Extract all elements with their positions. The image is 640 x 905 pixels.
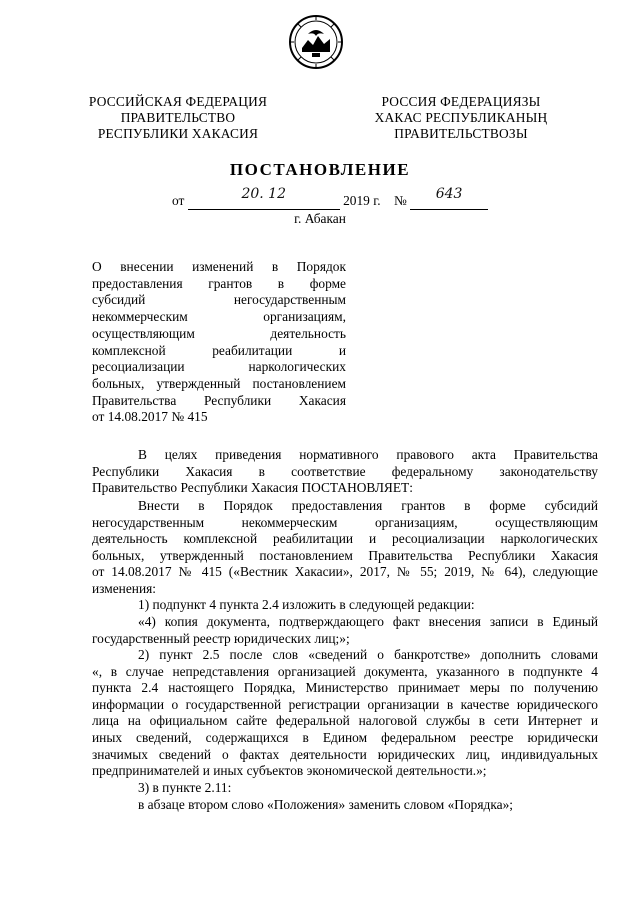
paragraph-item-3-text [92,797,598,814]
text-line: иных сведений, содержащихся в Едином федеральном реестре юридически [92,729,598,745]
handwritten-date: 20. 12 [241,186,286,202]
date-number-line [172,186,488,210]
subject-line: предоставления грантов в форме [92,275,346,291]
text-line: Республики Хакасия в соответствие федеральному законодательству [92,463,598,479]
text-line: 2) пункт 2.5 после слов «сведений о банкротстве» дополнить словами [138,647,598,662]
text-line: «, в случае непредставления организацией документа, указанного в подпункте 4 [92,663,598,679]
from-label: от [172,193,185,208]
subject-line: от 14.08.2017 № 415 [92,409,208,425]
text-line: 1) подпункт 4 пункта 2.4 изложить в следующей редакции: [138,597,475,612]
header-left-line-1: РОССИЙСКАЯ ФЕДЕРАЦИЯ [88,94,268,109]
number-label: № [393,193,407,208]
text-line: от 14.08.2017 № 415 («Вестник Хакасии», 2017, № 55; 2019, № 64), следующие [92,564,598,580]
subject-block [92,259,346,426]
text-line: «4) копия документа, подтверждающего факт внесения записи в Единый [138,614,598,629]
date-blank [188,186,340,210]
text-line: в абзаце втором слово «Положения» заменить словом «Порядка»; [138,797,514,812]
subject-line: субсидий негосударственным [92,292,346,308]
subject-line: осуществляющим деятельность [92,325,346,341]
city-label: г. Абакан [294,211,346,226]
subject-line: некоммерческим организациям, [92,309,346,325]
subject-line: О внесении изменений в Порядок [92,259,346,274]
header-left-line-3: РЕСПУБЛИКИ ХАКАСИЯ [97,126,259,141]
subject-line: ресоциализации наркологических [92,359,346,375]
number-blank [410,186,488,210]
text-line: значимых сведений о фактах деятельности юридических лиц, индивидуальных [92,746,598,762]
text-line: информации о государственной регистрации организации в качестве юридического [92,696,598,712]
text-line: 3) в пункте 2.11: [138,780,232,795]
text-line: лица на официальном сайте федеральной налоговой службы в сети Интернет и [92,713,598,729]
text-line: государственный реестр юридических лиц;»; [92,630,350,646]
subject-line: Правительства Республики Хакасия [92,392,346,408]
header-right [356,94,566,142]
text-line: негосударственным некоммерческим организациям, осуществляющим [92,514,598,530]
text-line: В целях приведения нормативного правового акта Правительства [138,447,598,462]
paragraph-preamble [92,447,598,497]
handwritten-number: 643 [435,186,463,202]
year-label: 2019 г. [343,193,381,208]
text-line: деятельность комплексной реабилитации и ресоциализации наркологических [92,531,598,547]
text-line: предпринимателей и иных субъектов экономической деятельности.»; [92,763,487,779]
paragraph-item-3 [92,780,598,797]
paragraph-amend-intro [92,498,598,598]
paragraph-item-2 [92,647,598,780]
text-line: Внести в Порядок предоставления грантов в форме субсидий [138,498,598,513]
text-line: пункта 2.4 настоящего Порядка, Министерство принимает меры по получению [92,680,598,696]
subject-line: больных, утвержденный постановлением [92,375,346,391]
subject-line: комплексной реабилитации и [92,342,346,358]
header-right-line-2: ХАКАС РЕСПУБЛИКАНЫҢ [374,110,548,125]
text-line: больных, утвержденный постановлением Правительства Республики Хакасия [92,547,598,563]
paragraph-item-1-text [92,614,598,647]
coat-of-arms-emblem-icon [288,14,344,70]
text-line: Правительство Республики Хакасия ПОСТАНОВЛЯЕТ: [92,480,413,496]
paragraph-item-1 [92,597,598,614]
header-right-line-3: ПРАВИТЕЛЬСТВОЗЫ [394,126,528,141]
document-title: ПОСТАНОВЛЕНИЕ [229,160,411,179]
header-left [78,94,278,142]
header-right-line-1: РОССИЯ ФЕДЕРАЦИЯЗЫ [381,94,541,109]
text-line: изменения: [92,580,157,596]
header-left-line-2: ПРАВИТЕЛЬСТВО [120,110,236,125]
